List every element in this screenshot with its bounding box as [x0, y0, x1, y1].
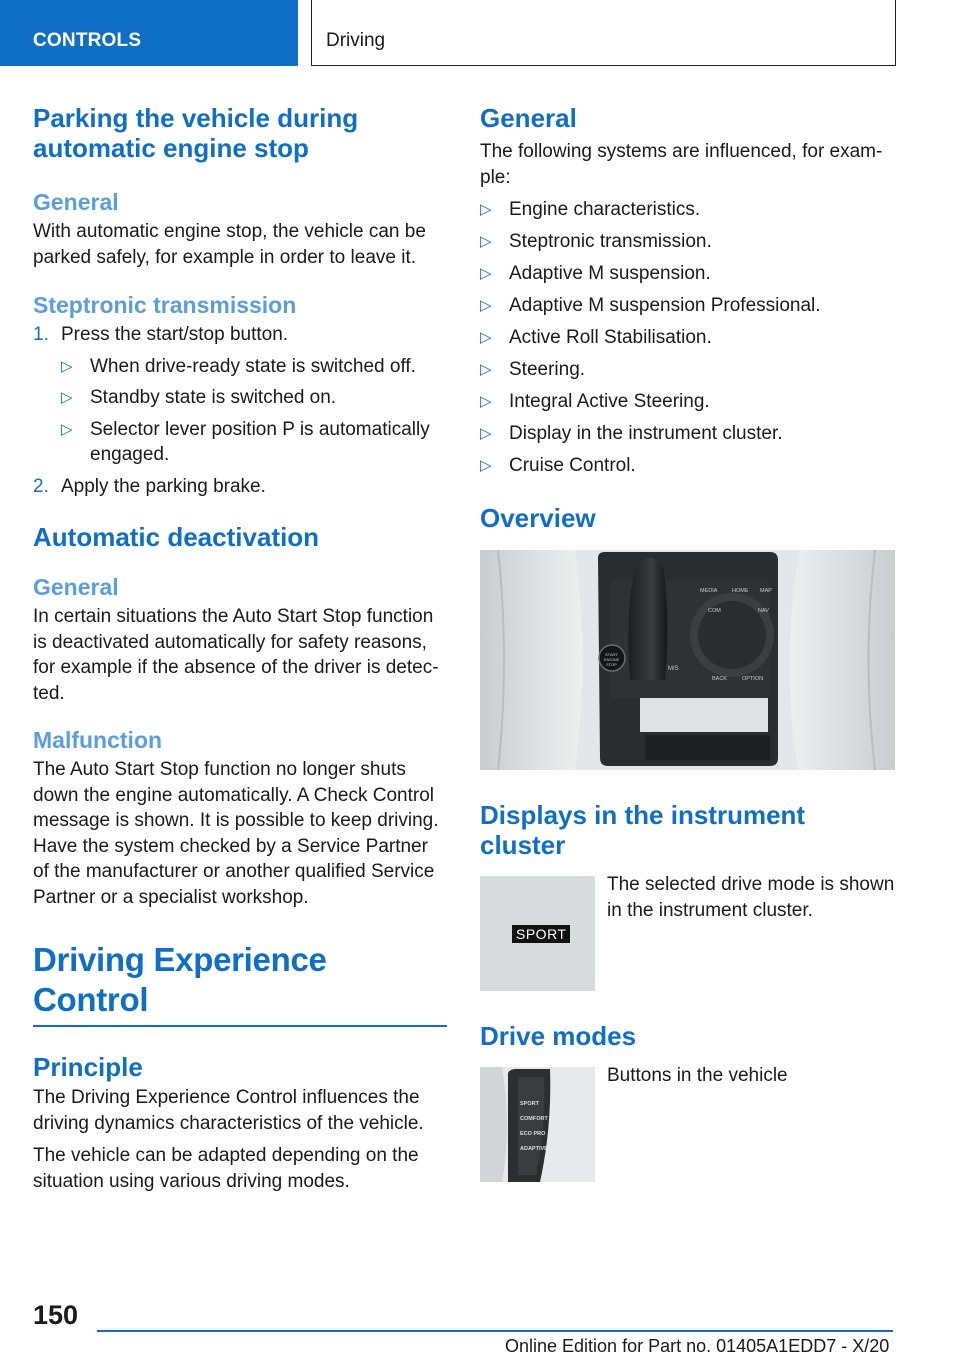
paragraph: Buttons in the vehicle: [607, 1065, 788, 1086]
svg-text:MAP: MAP: [760, 588, 772, 594]
sub-list: [61, 354, 447, 468]
svg-text:OPTION: OPTION: [742, 676, 764, 682]
systems-list: [480, 197, 894, 479]
triangle-bullet-icon: ▷: [480, 425, 492, 442]
list-item: [480, 261, 894, 287]
triangle-bullet-icon: ▷: [480, 361, 492, 378]
paragraph: The selected drive mode is shown in the instrument cluster.: [607, 874, 895, 921]
heading-general: General: [33, 574, 119, 600]
bullet-text: When drive-ready state is switched off.: [90, 355, 416, 377]
triangle-bullet-icon: ▷: [61, 389, 73, 406]
bullet-text: Selector lever position P is automatically engaged.: [90, 418, 430, 465]
list-item: [480, 229, 894, 255]
paragraph: The vehicle can be adapted depending on the situation using various driving modes.: [33, 1145, 419, 1192]
paragraph: The Auto Start Stop function no longer shuts down the engine automatically. A Check Control message is shown. It is possible to keep driving. Have the system checked by a Service Partner of the manufacturer or another qualified Service Partner or a specialist workshop.: [33, 759, 439, 908]
left-column: [33, 100, 447, 1194]
bullet-text: Engine characteristics.: [509, 199, 701, 220]
instrument-cluster-image: [480, 876, 595, 991]
paragraph: The Driving Experience Control influences the driving dynamics characteristics of the vehicle.: [33, 1087, 424, 1134]
drive-mode-buttons-image: [480, 1067, 595, 1182]
list-item: [480, 293, 894, 319]
step-text: Apply the parking brake.: [61, 475, 266, 497]
bullet-text: Active Roll Stabilisation.: [509, 327, 712, 348]
svg-text:M/S: M/S: [668, 666, 679, 672]
paragraph: The following systems are influenced, for example:: [480, 141, 883, 188]
bullet-text: Display in the instrument cluster.: [509, 423, 783, 444]
right-column: [480, 100, 894, 533]
mode-button-comfort: COMFORT: [520, 1116, 548, 1122]
svg-text:MEDIA: MEDIA: [700, 588, 718, 594]
list-item: [61, 354, 447, 380]
svg-text:BACK: BACK: [712, 676, 727, 682]
list-item: [480, 325, 894, 351]
paragraph: In certain situations the Auto Start Stop function is deactivated automatically for safety reasons, for example if the absence of the driver is detected.: [33, 606, 439, 704]
list-item: [480, 389, 894, 415]
heading-driving-experience-control: Driving Experience Control: [33, 941, 327, 1018]
section-tab: CONTROLS: [0, 0, 298, 66]
heading-principle: Principle: [33, 1052, 143, 1082]
chapter-title: Driving: [311, 0, 896, 66]
triangle-bullet-icon: ▷: [480, 201, 492, 218]
bullet-text: Cruise Control.: [509, 455, 636, 476]
heading-auto-deactivation: Automatic deactivation: [33, 522, 320, 552]
step-number: 2.: [33, 475, 49, 497]
heading-overview: Overview: [480, 502, 596, 533]
svg-text:ENGINE: ENGINE: [604, 657, 620, 662]
triangle-bullet-icon: ▷: [480, 265, 492, 282]
list-item: [480, 357, 894, 383]
step-number: 1.: [33, 324, 49, 345]
list-item: [480, 453, 894, 479]
paragraph: With automatic engine stop, the vehicle can be parked safely, for example in order to leave it.: [33, 221, 426, 268]
svg-text:START: START: [605, 652, 618, 657]
mode-button-sport: SPORT: [520, 1101, 539, 1107]
heading-rule: [33, 1025, 447, 1027]
bullet-text: Steptronic transmission.: [509, 231, 712, 252]
triangle-bullet-icon: ▷: [480, 393, 492, 410]
edition-note: Online Edition for Part no. 01405A1EDD7 - X/20: [505, 1336, 890, 1356]
bullet-text: Integral Active Steering.: [509, 391, 710, 412]
list-item: [61, 417, 447, 468]
sport-badge: SPORT: [512, 925, 570, 943]
step-text: Press the start/stop button.: [61, 324, 289, 345]
heading-drive-modes: Drive modes: [480, 1021, 637, 1051]
heading-displays: Displays in the instrument cluster: [480, 800, 806, 860]
triangle-bullet-icon: ▷: [61, 420, 73, 438]
heading-steptronic: Steptronic transmission: [33, 292, 297, 318]
triangle-bullet-icon: ▷: [480, 233, 492, 250]
list-item: [61, 385, 447, 411]
svg-text:HOME: HOME: [732, 588, 749, 594]
page-number: 150: [33, 1300, 79, 1330]
heading-general: General: [33, 189, 119, 215]
mode-button-eco-pro: ECO PRO: [520, 1131, 546, 1137]
bullet-text: Standby state is switched on.: [90, 387, 337, 408]
heading-general: General: [480, 103, 577, 133]
list-item: [480, 197, 894, 223]
bullet-text: Adaptive M suspension Professional.: [509, 295, 821, 316]
triangle-bullet-icon: ▷: [480, 297, 492, 314]
svg-text:NAV: NAV: [758, 608, 769, 614]
triangle-bullet-icon: ▷: [480, 329, 492, 346]
heading-malfunction: Malfunction: [33, 727, 163, 753]
triangle-bullet-icon: ▷: [480, 457, 492, 474]
bullet-text: Steering.: [509, 359, 586, 380]
mode-button-labels: [520, 1097, 548, 1157]
list-item: [33, 322, 447, 468]
footer-rule: [97, 1330, 893, 1332]
steps-list: [33, 322, 447, 499]
mode-button-adaptive: ADAPTIVE: [520, 1146, 548, 1152]
svg-text:STOP: STOP: [606, 662, 617, 667]
svg-text:COM: COM: [708, 608, 721, 614]
list-item: [480, 421, 894, 447]
list-item: [33, 474, 447, 500]
heading-parking: Parking the vehicle during automatic engine stop: [33, 103, 359, 163]
center-console-image: [480, 550, 895, 770]
triangle-bullet-icon: ▷: [61, 357, 73, 375]
bullet-text: Adaptive M suspension.: [509, 263, 711, 284]
